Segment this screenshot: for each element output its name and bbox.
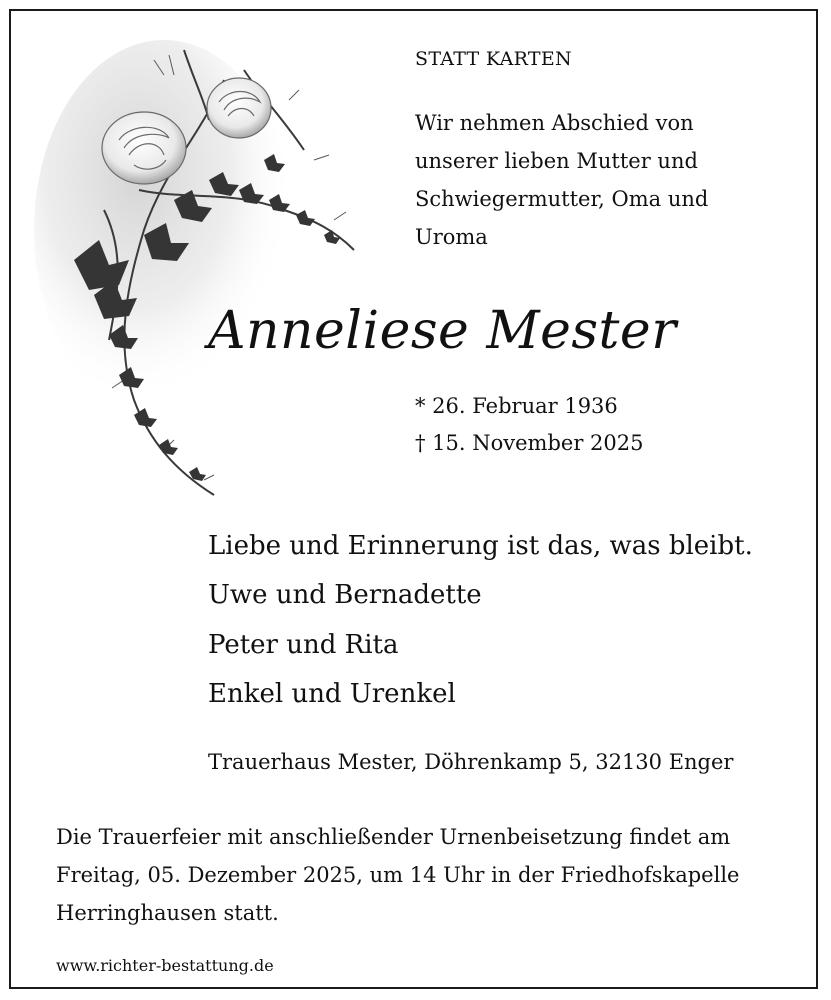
family-member: Uwe und Bernadette xyxy=(208,580,482,610)
memorial-quote: Liebe und Erinnerung ist das, was bleibt. xyxy=(208,531,753,561)
intro-line: Wir nehmen Abschied von xyxy=(415,111,694,135)
family-member: Enkel und Urenkel xyxy=(208,679,456,709)
birth-date: * 26. Februar 1936 xyxy=(415,394,618,418)
ceremony-line: Die Trauerfeier mit anschließender Urnenbeisetzung findet am xyxy=(56,825,731,849)
roses-ivy-illustration xyxy=(34,40,374,510)
deceased-name: Anneliese Mester xyxy=(208,301,677,361)
family-member: Peter und Rita xyxy=(208,630,399,660)
intro-text xyxy=(415,104,795,256)
website-link[interactable]: www.richter-bestattung.de xyxy=(56,956,274,975)
intro-line: unserer lieben Mutter und xyxy=(415,149,698,173)
mourning-address: Trauerhaus Mester, Döhrenkamp 5, 32130 Enger xyxy=(208,750,734,774)
notice-header: STATT KARTEN xyxy=(415,48,572,70)
intro-line: Schwiegermutter, Oma und xyxy=(415,187,709,211)
ceremony-info xyxy=(56,818,796,932)
ceremony-line: Herringhausen statt. xyxy=(56,901,279,925)
ceremony-line: Freitag, 05. Dezember 2025, um 14 Uhr in der Friedhofskapelle xyxy=(56,863,740,887)
death-date: † 15. November 2025 xyxy=(415,431,644,455)
intro-line: Uroma xyxy=(415,225,488,249)
